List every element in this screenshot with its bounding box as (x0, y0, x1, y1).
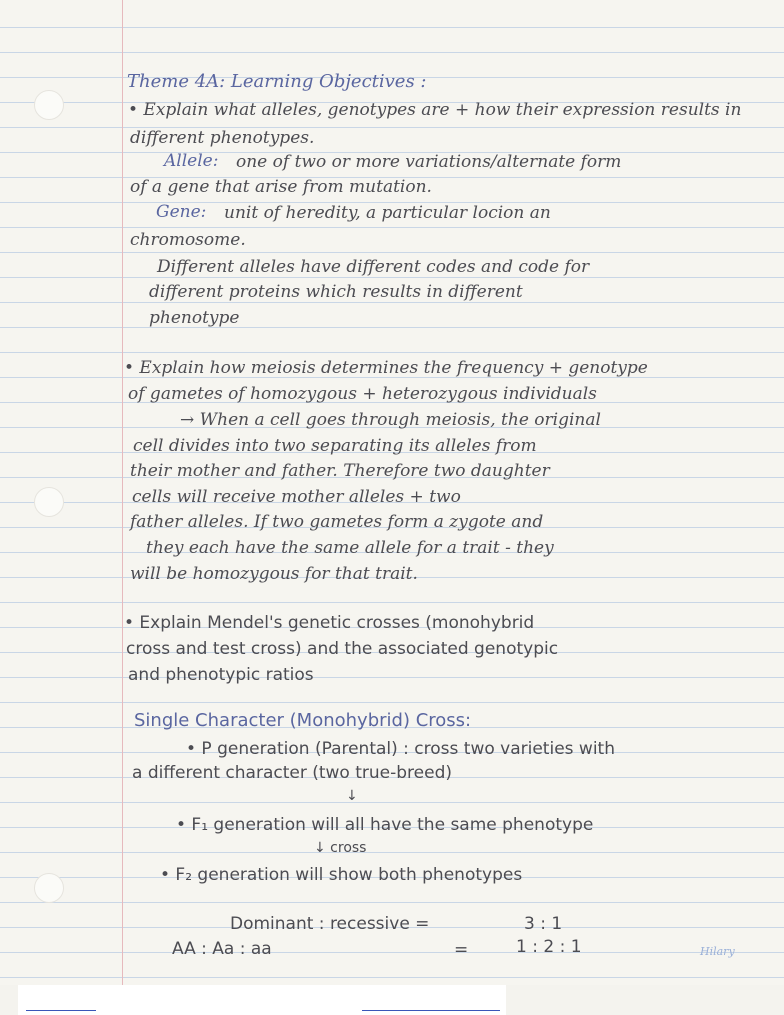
f2-generation: • F₂ generation will show both phenotypes (160, 865, 523, 885)
down-arrow: ↓ (346, 788, 358, 804)
allele-term: Allele: (164, 151, 219, 171)
meiosis-answer-line-6: they each have the same allele for a trait - they (146, 538, 554, 558)
punch-hole (34, 873, 64, 903)
cross-arrow: ↓ cross (314, 840, 367, 856)
margin-line (122, 0, 123, 985)
monohybrid-heading: Single Character (Monohybrid) Cross: (134, 710, 472, 731)
genotype-ratio-equals: = (454, 940, 469, 960)
gene-definition-line-1: unit of heredity, a particular locion an (224, 203, 551, 223)
different-alleles-line-2: different proteins which results in different (149, 282, 523, 302)
meiosis-answer-line-5: father alleles. If two gametes form a zygote and (130, 512, 544, 532)
bottom-rule (362, 1010, 500, 1011)
f1-generation: • F₁ generation will all have the same phenotype (176, 815, 594, 835)
signature: Hilary (700, 945, 735, 958)
dominant-recessive-label: Dominant : recessive = (230, 914, 430, 934)
bottom-rule (26, 1010, 96, 1011)
different-alleles-line-3: phenotype (149, 308, 240, 328)
objective-3-line-1: • Explain Mendel's genetic crosses (monohybrid (124, 613, 535, 633)
objective-3-line-2: cross and test cross) and the associated genotypic (126, 639, 559, 659)
gene-term: Gene: (156, 202, 207, 222)
meiosis-answer-line-1: → When a cell goes through meiosis, the original (180, 410, 601, 430)
objective-2-line-2: of gametes of homozygous + heterozygous individuals (128, 384, 597, 404)
different-alleles-line-1: Different alleles have different codes and code for (157, 257, 590, 277)
gene-definition-line-2: chromosome. (130, 230, 246, 250)
meiosis-answer-line-3: their mother and father. Therefore two daughter (130, 461, 550, 481)
objective-2-line-1: • Explain how meiosis determines the frequency + genotype (124, 358, 648, 378)
allele-definition-line-1: one of two or more variations/alternate form (236, 152, 622, 172)
page-title: Theme 4A: Learning Objectives : (127, 71, 427, 92)
punch-hole (34, 90, 64, 120)
ratio-3-to-1: 3 : 1 (524, 914, 563, 934)
genotype-ratio-label: AA : Aa : aa (172, 939, 272, 959)
p-generation-line-2: a different character (two true-breed) (132, 763, 453, 783)
meiosis-answer-line-2: cell divides into two separating its alleles from (133, 436, 537, 456)
objective-3-line-3: and phenotypic ratios (128, 665, 314, 685)
objective-1-line-2: different phenotypes. (130, 128, 315, 148)
ratio-1-2-1: 1 : 2 : 1 (516, 937, 582, 957)
meiosis-answer-line-7: will be homozygous for that trait. (130, 564, 418, 584)
punch-hole (34, 487, 64, 517)
meiosis-answer-line-4: cells will receive mother alleles + two (132, 487, 461, 507)
objective-1-line-1: • Explain what alleles, genotypes are + how their expression results in (128, 100, 742, 120)
p-generation-line-1: • P generation (Parental) : cross two varieties with (186, 739, 615, 759)
allele-definition-line-2: of a gene that arise from mutation. (130, 177, 432, 197)
